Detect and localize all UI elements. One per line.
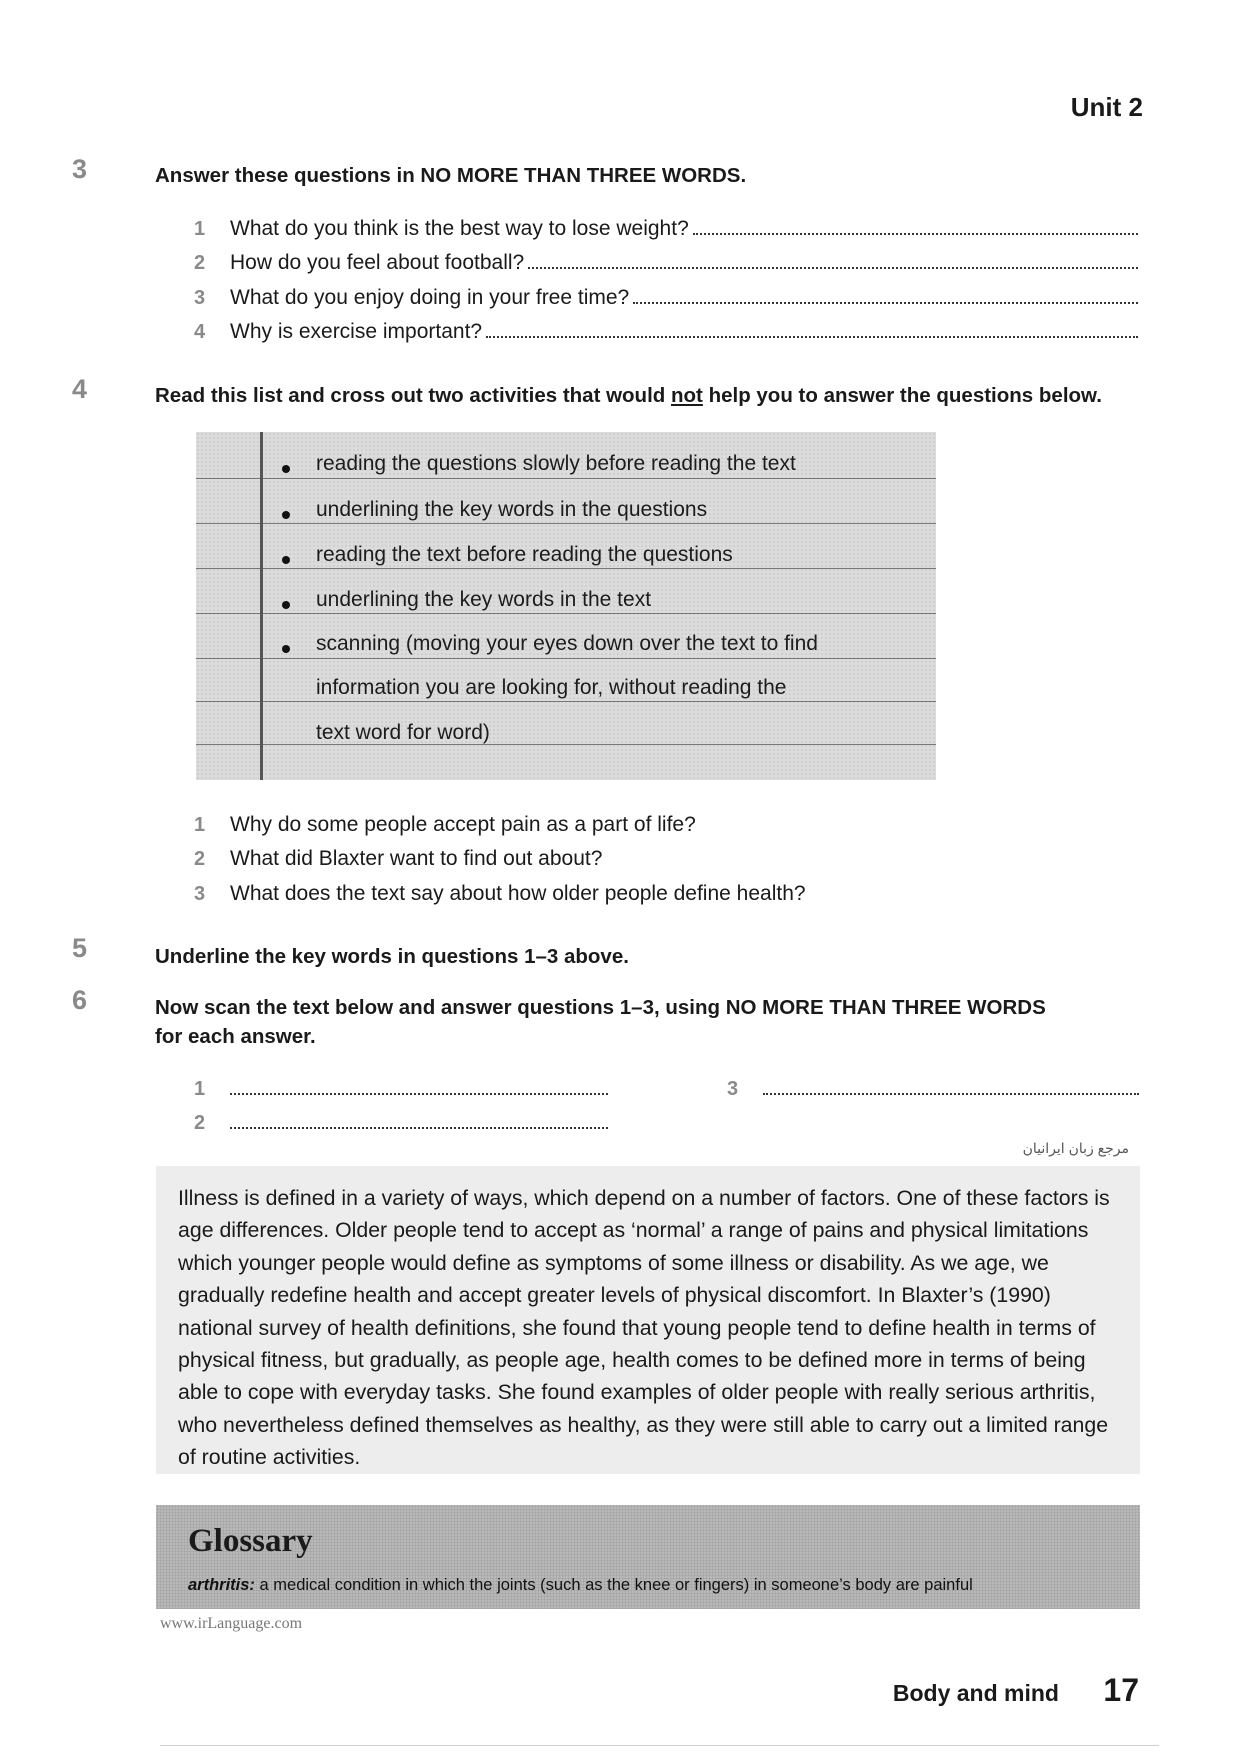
question-number: 3 <box>194 287 206 309</box>
list-item: scanning (moving your eyes down over the text to find <box>316 632 818 655</box>
list-item: underlining the key words in the text <box>316 588 652 611</box>
ruled-line <box>196 613 936 614</box>
ruled-line <box>196 523 936 524</box>
question-number: 3 <box>194 883 206 905</box>
instruction-text: help you to answer the questions below. <box>702 384 1102 407</box>
section-3-question <box>194 286 1138 320</box>
website-url: www.irLanguage.com <box>160 1615 303 1632</box>
question-text: What does the text say about how older people define health? <box>230 882 806 905</box>
section-3-question <box>194 251 1138 285</box>
section-3-question <box>194 217 1138 251</box>
list-item: underlining the key words in the questions <box>316 498 708 521</box>
answer-line[interactable] <box>230 1077 608 1095</box>
question-number: 2 <box>194 848 206 870</box>
ruled-line <box>196 658 936 659</box>
question-text: Why is exercise important? <box>230 320 483 343</box>
instruction-line: Now scan the text below and answer questions 1–3, using NO MORE THAN THREE WORDS <box>155 996 1046 1019</box>
ruled-line <box>196 478 936 479</box>
instruction-text: Read this list and cross out two activities that would <box>155 384 671 407</box>
unit-label: Unit 2 <box>1070 92 1143 122</box>
section-5-instruction: Underline the key words in questions 1–3 above. <box>155 945 629 968</box>
answer-line <box>528 251 1138 269</box>
ruled-line <box>196 744 936 745</box>
ruled-line <box>196 568 936 569</box>
section-3-number: 3 <box>72 154 88 184</box>
list-item: reading the text before reading the questions <box>316 543 733 566</box>
answer-row <box>727 1077 1139 1101</box>
question-text: How do you feel about football? <box>230 251 525 274</box>
list-item-continuation: text word for word) <box>316 721 490 744</box>
ruled-line <box>196 701 936 702</box>
section-4-question <box>194 882 1138 916</box>
glossary-definition <box>188 1576 973 1595</box>
list-item: reading the questions slowly before reading the text <box>316 452 796 475</box>
watermark-text: مرجع زبان ایرانیان <box>1022 1140 1129 1156</box>
answer-number: 2 <box>194 1112 206 1134</box>
section-4-number: 4 <box>72 374 88 404</box>
question-number: 2 <box>194 252 206 274</box>
question-text: What do you enjoy doing in your free time? <box>230 286 630 309</box>
question-text: What do you think is the best way to lose weight? <box>230 217 689 240</box>
answer-row <box>194 1077 608 1101</box>
section-3-question <box>194 320 1138 354</box>
bullet-icon <box>282 601 290 609</box>
bullet-icon <box>282 645 290 653</box>
glossary-box <box>156 1505 1140 1609</box>
footer-title: Body and mind <box>892 1680 1059 1706</box>
reading-passage <box>156 1166 1140 1474</box>
instruction-underlined: not <box>671 384 703 407</box>
answer-line <box>693 217 1138 235</box>
section-4-instruction <box>155 381 1140 410</box>
question-text: Why do some people accept pain as a part of life? <box>230 813 696 836</box>
section-3-instruction: Answer these questions in NO MORE THAN THREE WORDS. <box>155 164 747 187</box>
answer-line <box>486 320 1138 338</box>
section-5-number: 5 <box>72 933 88 963</box>
instruction-line: for each answer. <box>155 1025 316 1048</box>
page-number: 17 <box>1103 1672 1139 1708</box>
divider <box>160 1745 1159 1746</box>
bullet-icon <box>282 465 290 473</box>
glossary-term: arthritis: <box>188 1576 255 1594</box>
answer-line[interactable] <box>230 1111 608 1129</box>
bullet-icon <box>282 556 290 564</box>
glossary-definition-text: a medical condition in which the joints (such as the knee or fingers) in someone’s body are painful <box>254 1576 973 1594</box>
section-6-number: 6 <box>72 985 88 1015</box>
margin-line <box>260 432 263 780</box>
question-number: 4 <box>194 321 206 343</box>
answer-number: 1 <box>194 1078 206 1100</box>
question-text: What did Blaxter want to find out about? <box>230 847 603 870</box>
notebook-list <box>196 432 936 780</box>
bullet-icon <box>282 511 290 519</box>
question-number: 1 <box>194 218 206 240</box>
question-number: 1 <box>194 814 206 836</box>
answer-line[interactable] <box>763 1077 1139 1095</box>
answer-row <box>194 1111 608 1135</box>
answer-line <box>633 286 1138 304</box>
section-6-instruction <box>155 993 1140 1051</box>
list-item-continuation: information you are looking for, without reading the <box>316 676 787 699</box>
section-4-question <box>194 847 1138 881</box>
section-4-question <box>194 813 1138 847</box>
glossary-title: Glossary <box>188 1523 313 1559</box>
answer-number: 3 <box>727 1078 739 1100</box>
passage-text: Illness is defined in a variety of ways, which depend on a number of factors. One of these factors is age differences. Older people tend to accept as ‘normal’ a range of pains and physical limitations which younger people would define as symptoms of some illness or disability. As we age, we gradually redefine health and accept greater levels of physical discomfort. In Blaxter’s (1990) national survey of health definitions, she found that young people tend to define health in terms of physical fitness, but gradually, as people age, health comes to be defined more in terms of being able to cope with everyday tasks. She found examples of older people with really serious arthritis, who nevertheless defined themselves as healthy, as they were still able to carry out a limited range of routine activities. <box>178 1186 1110 1470</box>
